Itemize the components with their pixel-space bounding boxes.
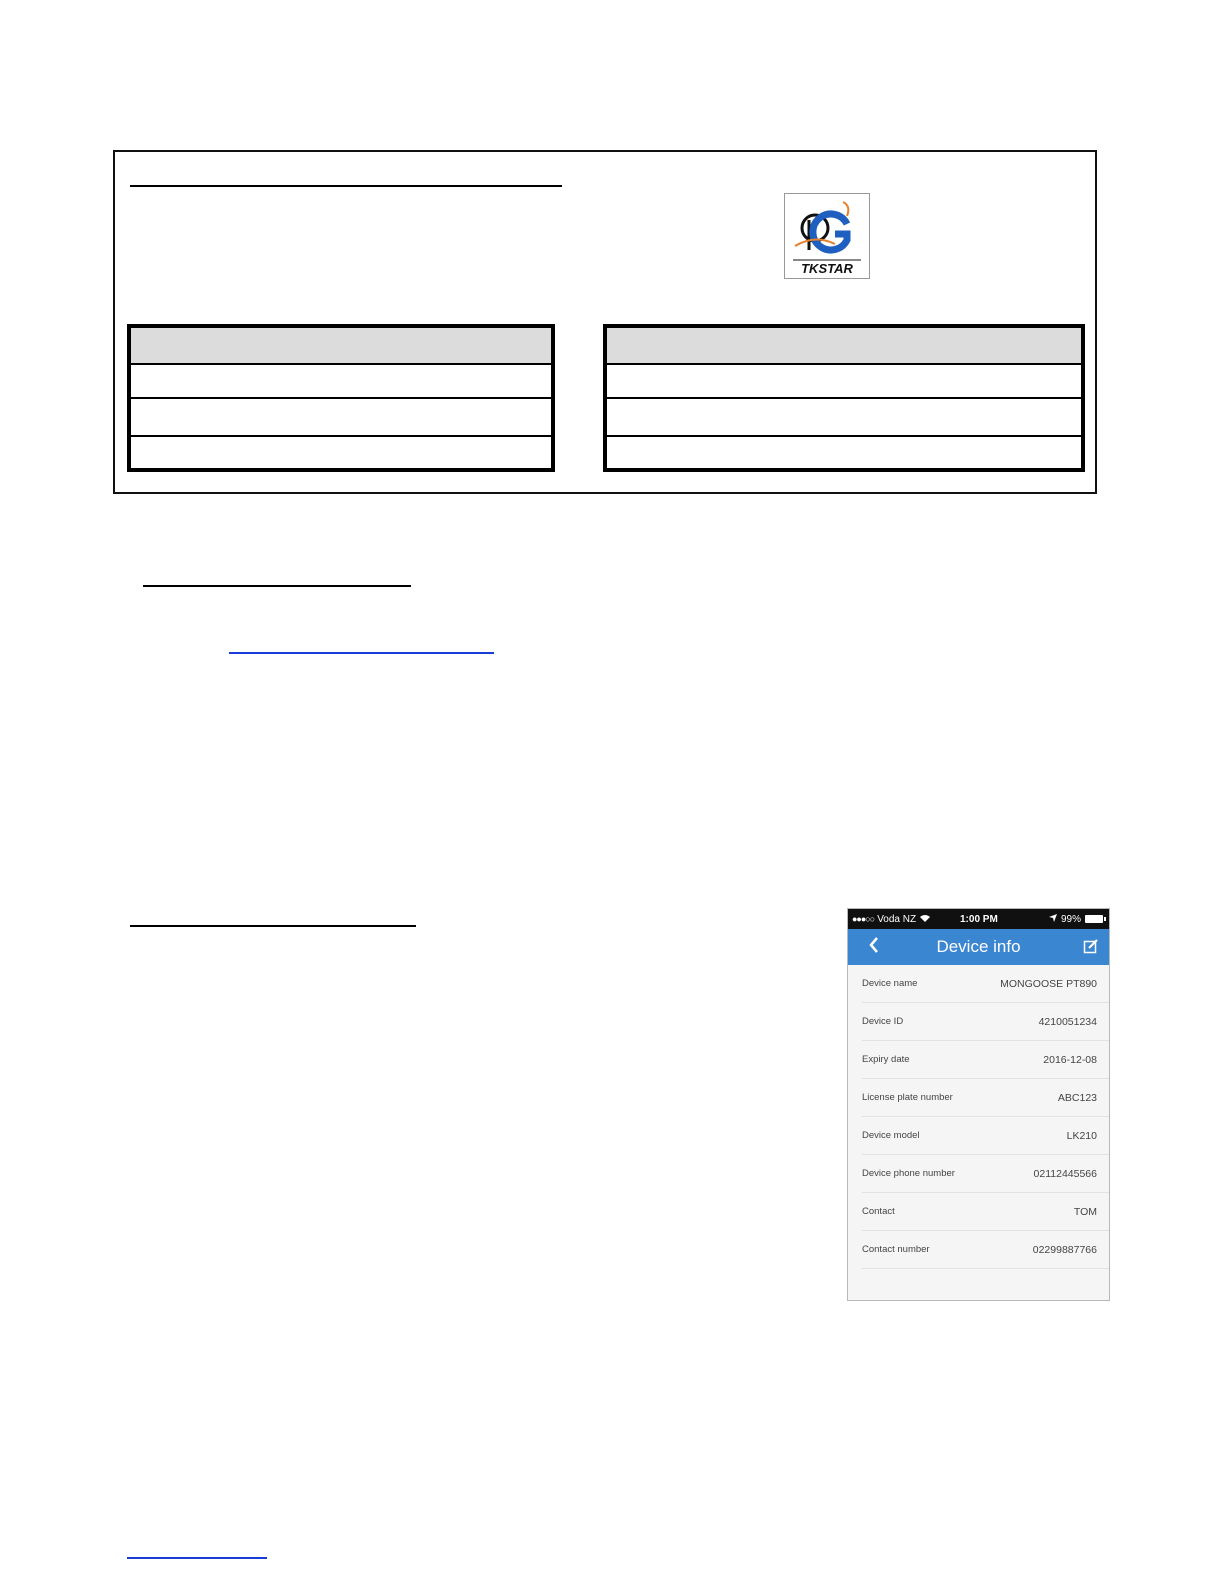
right-table: [603, 324, 1085, 472]
table-row: [607, 397, 1081, 435]
table-row: [131, 435, 551, 468]
info-label: Expiry date: [862, 1054, 910, 1065]
table-header-row: [131, 328, 551, 363]
table-row: [131, 363, 551, 397]
info-value: LK210: [1066, 1129, 1097, 1142]
status-time: 1:00 PM: [960, 913, 998, 925]
info-label: Device ID: [862, 1016, 904, 1027]
web-link[interactable]: [229, 652, 494, 654]
logo-text: TKSTAR: [801, 261, 853, 276]
info-value: TOM: [1073, 1205, 1097, 1218]
footer-link[interactable]: [127, 1557, 267, 1559]
info-label: Device name: [862, 978, 918, 989]
table-row: [131, 397, 551, 435]
section-heading-underline: [130, 925, 416, 927]
list-item[interactable]: [862, 1231, 1109, 1269]
battery-percent: 99%: [1060, 913, 1081, 925]
phone-screenshot: [847, 908, 1110, 1301]
info-label: Contact: [862, 1206, 895, 1217]
info-value: MONGOOSE PT890: [1000, 977, 1097, 990]
status-right: [1049, 914, 1103, 925]
edit-icon[interactable]: [1083, 938, 1099, 959]
info-label: Contact number: [862, 1244, 930, 1255]
info-label: Device phone number: [862, 1168, 955, 1179]
tkstar-logo: [784, 193, 870, 279]
location-arrow-icon: [1049, 914, 1057, 925]
list-item[interactable]: [862, 1041, 1109, 1079]
info-value: 4210051234: [1038, 1015, 1097, 1028]
nav-bar: [848, 929, 1109, 965]
left-table: [127, 324, 555, 472]
device-info-list: [848, 965, 1109, 1269]
list-item[interactable]: [862, 1003, 1109, 1041]
status-bar: [848, 909, 1109, 929]
section-heading-underline: [143, 585, 411, 587]
info-value: 02299887766: [1032, 1243, 1097, 1256]
info-value: 02112445566: [1033, 1167, 1097, 1180]
chevron-left-icon[interactable]: [868, 935, 880, 960]
info-label: Device model: [862, 1130, 920, 1141]
list-item[interactable]: [862, 965, 1109, 1003]
list-item[interactable]: [862, 1117, 1109, 1155]
heading-underline: [130, 185, 562, 187]
info-value: 2016-12-08: [1043, 1053, 1097, 1066]
signal-icon: ●●●○○: [852, 914, 875, 924]
table-header-row: [607, 328, 1081, 363]
table-row: [607, 435, 1081, 468]
battery-icon: [1085, 915, 1103, 923]
carrier-name: Voda NZ: [877, 913, 917, 925]
info-label: License plate number: [862, 1092, 953, 1103]
list-item[interactable]: [862, 1193, 1109, 1231]
nav-title: Device info: [936, 937, 1021, 956]
table-row: [607, 363, 1081, 397]
list-item[interactable]: [862, 1155, 1109, 1193]
info-value: ABC123: [1057, 1091, 1097, 1104]
wifi-icon: [920, 914, 930, 925]
list-item[interactable]: [862, 1079, 1109, 1117]
